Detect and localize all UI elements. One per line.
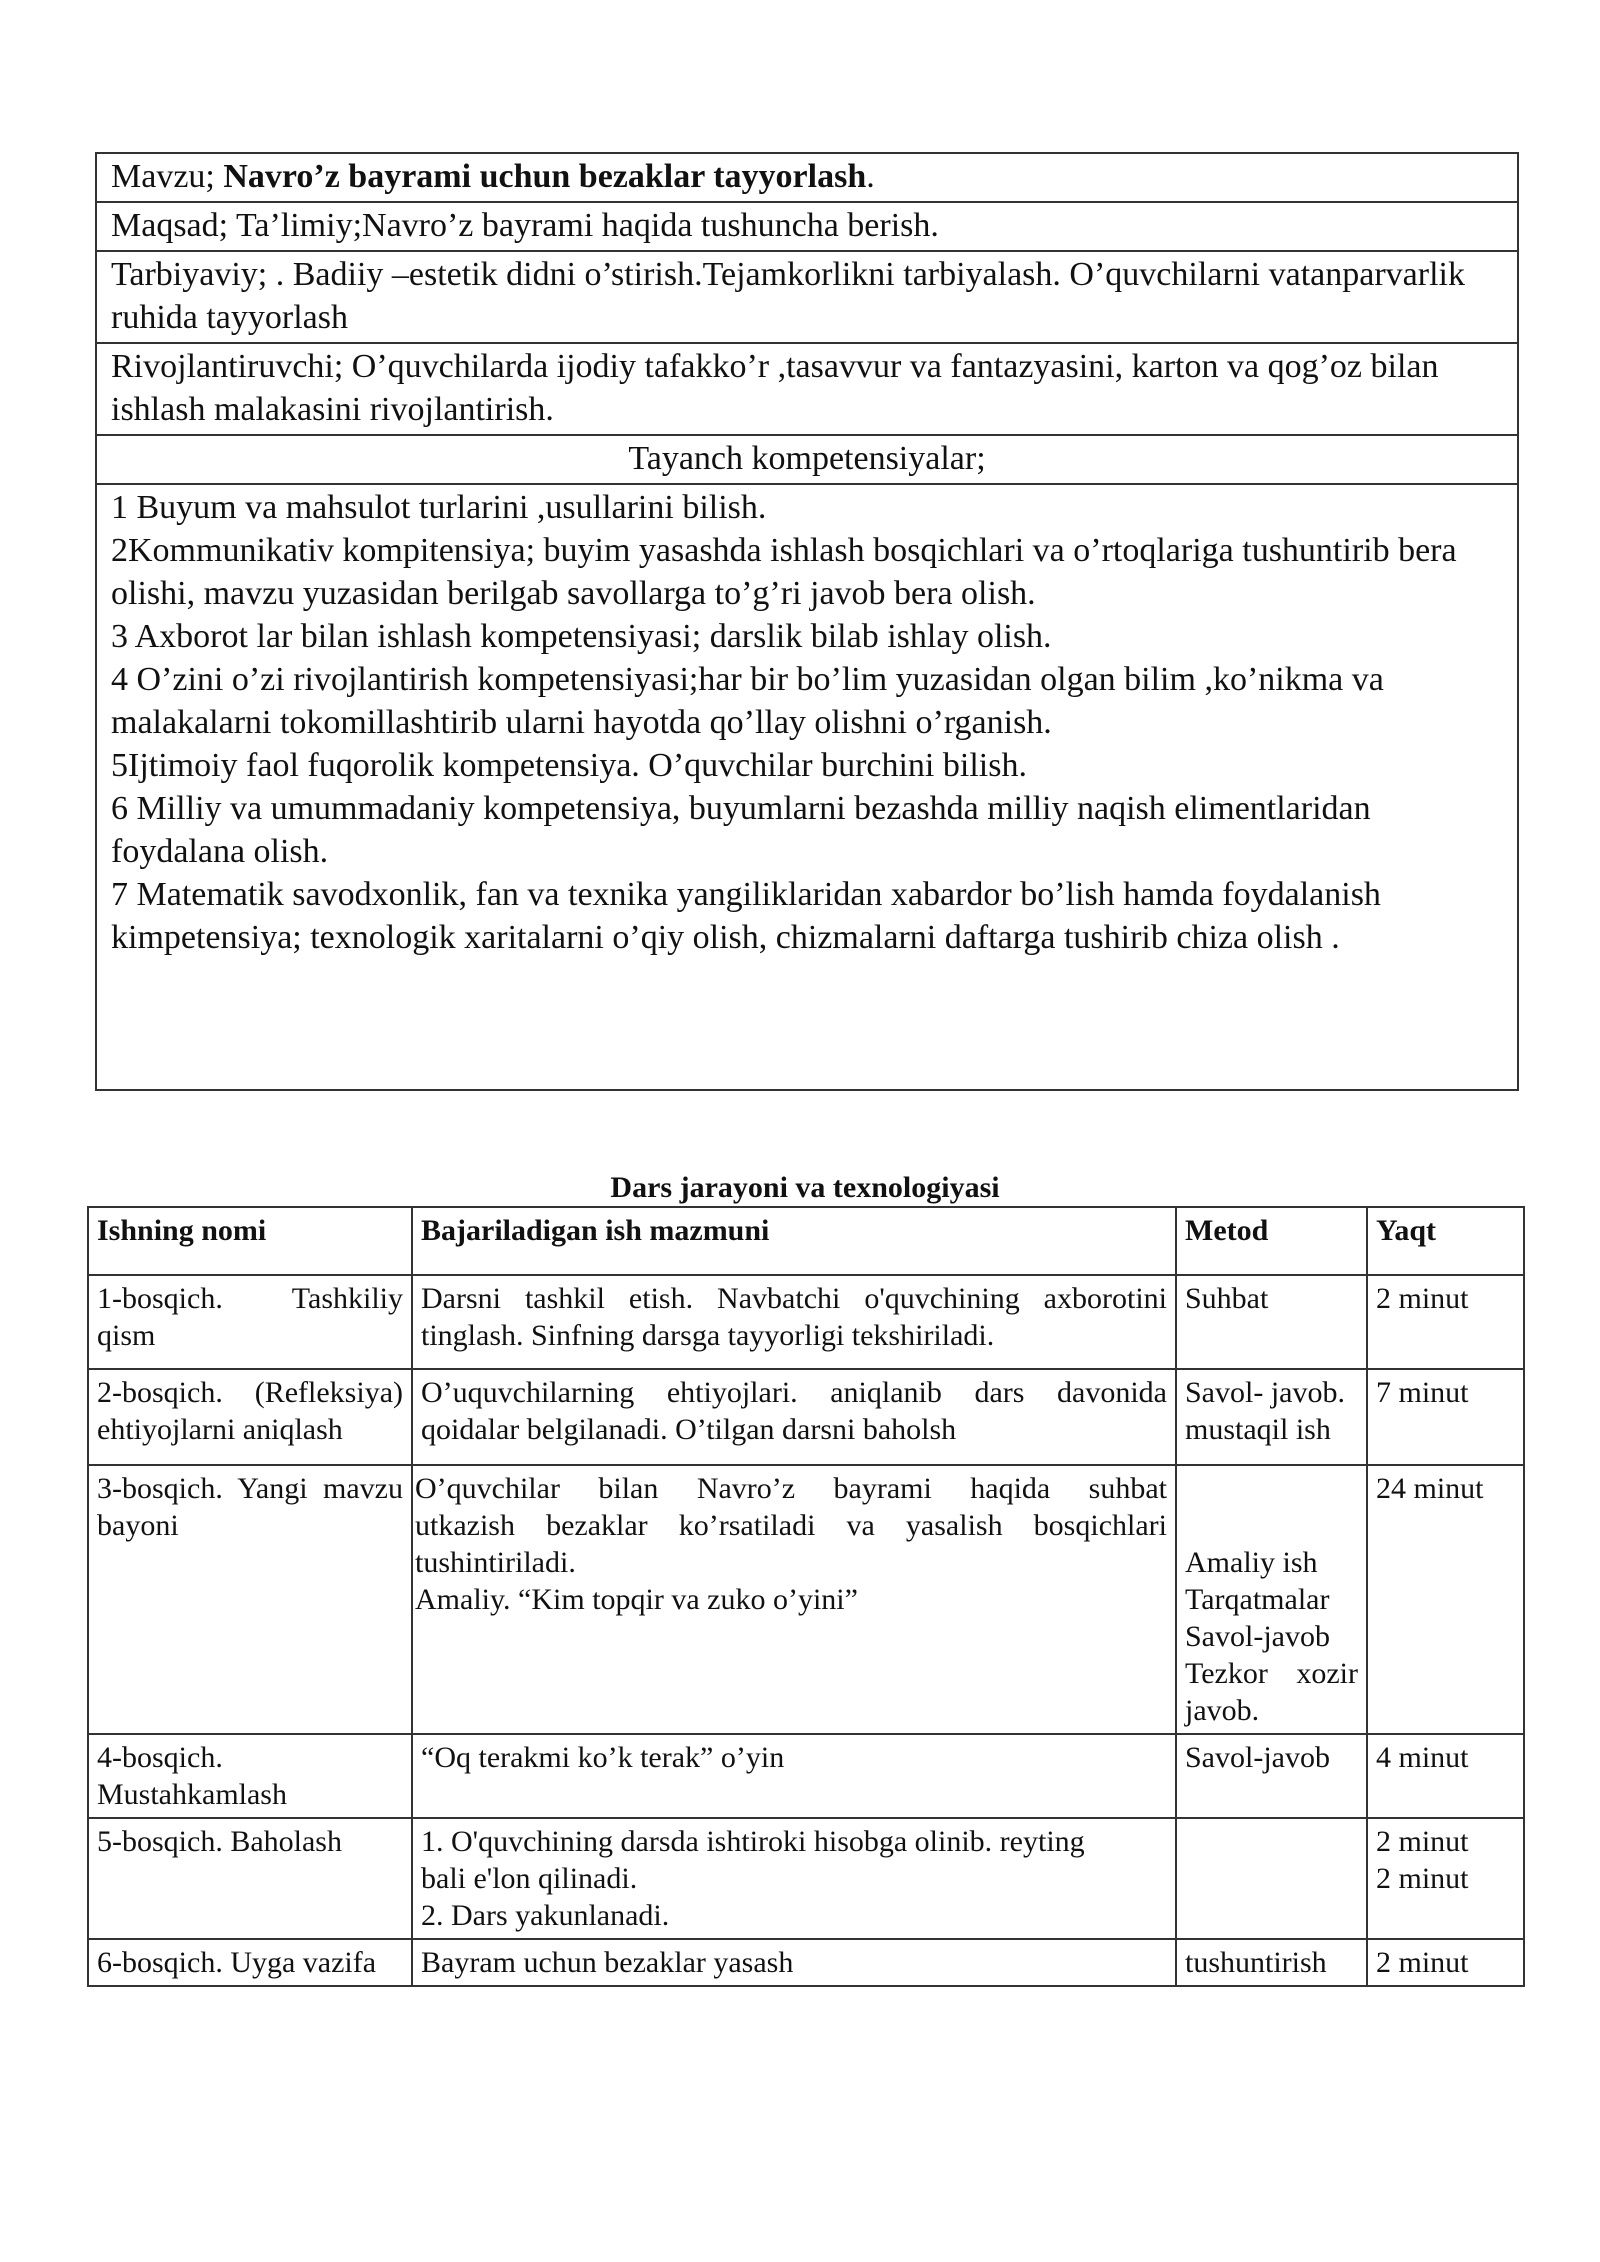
table-row	[88, 1818, 1524, 1939]
competency-item: 2Kommunikativ kompitensiya; buyim yasashda ishlash bosqichlari va o’rtoqlariga tushuntirib bera olishi, mavzu yuzasidan berilgab savollarga to’g’ri javob bera olish.	[111, 532, 1457, 612]
method-line: Tarqatmalar	[1185, 1583, 1330, 1616]
header-stage: Ishning nomi	[88, 1207, 412, 1275]
time-cell	[1367, 1939, 1524, 1986]
time-line: 7 minut	[1376, 1376, 1469, 1409]
competency-item: 7 Matematik savodxonlik, fan va texnika yangiliklaridan xabardor bo’lish hamda foydalanish kimpetensiya; texnologik xaritalarni o’qiy olish, chizmalarni daftarga tushirib chiza olish .	[111, 876, 1381, 956]
time-cell	[1367, 1369, 1524, 1465]
method-line: Tezkor xozir	[1185, 1657, 1358, 1690]
content-line: “Oq terakmi ko’k terak” o’yin	[421, 1741, 785, 1774]
upbringing-row	[96, 251, 1518, 343]
content-line: 1. O'quvchining darsda ishtiroki hisobga olinib. reyting	[421, 1825, 1085, 1858]
competencies-row	[96, 484, 1518, 1090]
process-header-row	[88, 1207, 1524, 1275]
content-cell	[412, 1275, 1176, 1369]
content-line: Bayram uchun bezaklar yasash	[421, 1946, 794, 1979]
time-line: 2 minut	[1376, 1825, 1469, 1858]
method-line: Savol- javob.	[1185, 1376, 1345, 1409]
competency-item: 4 O’zini o’zi rivojlantirish kompetensiyasi;har bir bo’lim yuzasidan olgan bilim ,ko’nikma va malakalarni tokomillashtirib ularni hayotda qo’llay olishni o’rganish.	[111, 661, 1384, 741]
time-line: 4 minut	[1376, 1741, 1469, 1774]
time-line: 24 minut	[1376, 1472, 1484, 1505]
header-time: Yaqt	[1367, 1207, 1524, 1275]
content-line: O’uquvchilarning ehtiyojlari. aniqlanib dars davonida	[421, 1376, 1167, 1409]
competency-item: 6 Milliy va umummadaniy kompetensiya, buyumlarni bezashda milliy naqish elimentlaridan foydalana olish.	[111, 790, 1371, 870]
method-cell	[1176, 1734, 1367, 1818]
method-line: mustaqil ish	[1185, 1413, 1331, 1446]
method-line	[1185, 1507, 1358, 1544]
content-line: 2. Dars yakunlanadi.	[421, 1899, 670, 1932]
process-title: Dars jarayoni va texnologiyasi	[610, 1171, 1000, 1204]
method-line: Savol-javob	[1185, 1620, 1330, 1653]
time-line: 2 minut	[1376, 1282, 1469, 1315]
table-row	[88, 1734, 1524, 1818]
content-line: bali e'lon qilinadi.	[421, 1862, 638, 1895]
stage-cell: 4-bosqich. Mustahkamlash	[88, 1734, 412, 1818]
content-line: qoidalar belgilanadi. O’tilgan darsni baholsh	[421, 1413, 957, 1446]
content-line: Amaliy. “Kim topqir va zuko o’yini”	[415, 1583, 858, 1616]
topic-row	[96, 153, 1518, 202]
stage-cell: 3-bosqich. Yangi mavzu bayoni	[88, 1465, 412, 1734]
method-line	[1185, 1470, 1358, 1507]
method-line: Amaliy ish	[1185, 1546, 1318, 1579]
content-cell	[412, 1734, 1176, 1818]
method-line: Savol-javob	[1185, 1741, 1330, 1774]
competency-item: 5Ijtimoiy faol fuqorolik kompetensiya. O’quvchilar burchini bilish.	[111, 747, 1027, 784]
content-line: utkazish bezaklar ko’rsatiladi va yasalish bosqichlari	[415, 1509, 1167, 1542]
time-line: 2 minut	[1376, 1862, 1469, 1895]
stage-cell: 2-bosqich. (Refleksiya) ehtiyojlarni aniqlash	[88, 1369, 412, 1465]
goal-row	[96, 202, 1518, 251]
goal-cell: Maqsad; Ta’limiy;Navro’z bayrami haqida tushuncha berish.	[96, 202, 1518, 251]
content-line: tushintiriladi.	[415, 1546, 576, 1579]
time-cell	[1367, 1818, 1524, 1939]
stage-cell: 6-bosqich. Uyga vazifa	[88, 1939, 412, 1986]
stage-cell: 1-bosqich. Tashkiliy qism	[88, 1275, 412, 1369]
time-cell	[1367, 1465, 1524, 1734]
content-cell	[412, 1939, 1176, 1986]
competencies-heading-row	[96, 435, 1518, 484]
method-cell	[1176, 1818, 1367, 1939]
method-line: Suhbat	[1185, 1282, 1269, 1315]
table-row	[88, 1939, 1524, 1986]
table-row	[88, 1275, 1524, 1369]
competencies-heading: Tayanch kompetensiyalar;	[96, 435, 1518, 484]
topic-label: Mavzu;	[111, 158, 224, 195]
developing-cell: Rivojlantiruvchi; O’quvchilarda ijodiy tafakko’r ,tasavvur va fantazyasini, karton va qog’oz bilan ishlash malakasini rivojlantirish.	[96, 343, 1518, 435]
content-cell	[412, 1369, 1176, 1465]
upbringing-cell: Tarbiyaviy; . Badiiy –estetik didni o’stirish.Tejamkorlikni tarbiyalash. O’quvchilarni vatanparvarlik ruhida tayyorlash	[96, 251, 1518, 343]
header-method: Metod	[1176, 1207, 1367, 1275]
topic-title: Navro’z bayrami uchun bezaklar tayyorlash	[223, 158, 867, 195]
competency-item: 1 Buyum va mahsulot turlarini ,usullarini bilish.	[111, 489, 767, 526]
process-table	[87, 1206, 1525, 1987]
method-line: javob.	[1185, 1694, 1260, 1727]
topic-cell	[96, 153, 1518, 202]
time-cell	[1367, 1275, 1524, 1369]
lesson-plan-table	[95, 152, 1519, 1091]
method-cell	[1176, 1465, 1367, 1734]
topic-end: .	[866, 158, 875, 195]
time-line: 2 minut	[1376, 1946, 1469, 1979]
content-cell	[412, 1465, 1176, 1734]
competency-item: 3 Axborot lar bilan ishlash kompetensiyasi; darslik bilab ishlay olish.	[111, 618, 1052, 655]
content-cell	[412, 1818, 1176, 1939]
competencies-cell	[96, 484, 1518, 1090]
content-line: Darsni tashkil etish. Navbatchi o'quvchining axborotini	[421, 1282, 1167, 1315]
table-row	[88, 1465, 1524, 1734]
method-line: tushuntirish	[1185, 1946, 1327, 1979]
time-cell	[1367, 1734, 1524, 1818]
header-content: Bajariladigan ish mazmuni	[412, 1207, 1176, 1275]
method-cell	[1176, 1369, 1367, 1465]
table-row	[88, 1369, 1524, 1465]
method-cell	[1176, 1939, 1367, 1986]
stage-cell: 5-bosqich. Baholash	[88, 1818, 412, 1939]
content-line: O’quvchilar bilan Navro’z bayrami haqida suhbat	[415, 1472, 1167, 1505]
developing-row	[96, 343, 1518, 435]
method-cell	[1176, 1275, 1367, 1369]
content-line: tinglash. Sinfning darsga tayyorligi tekshiriladi.	[421, 1319, 995, 1352]
